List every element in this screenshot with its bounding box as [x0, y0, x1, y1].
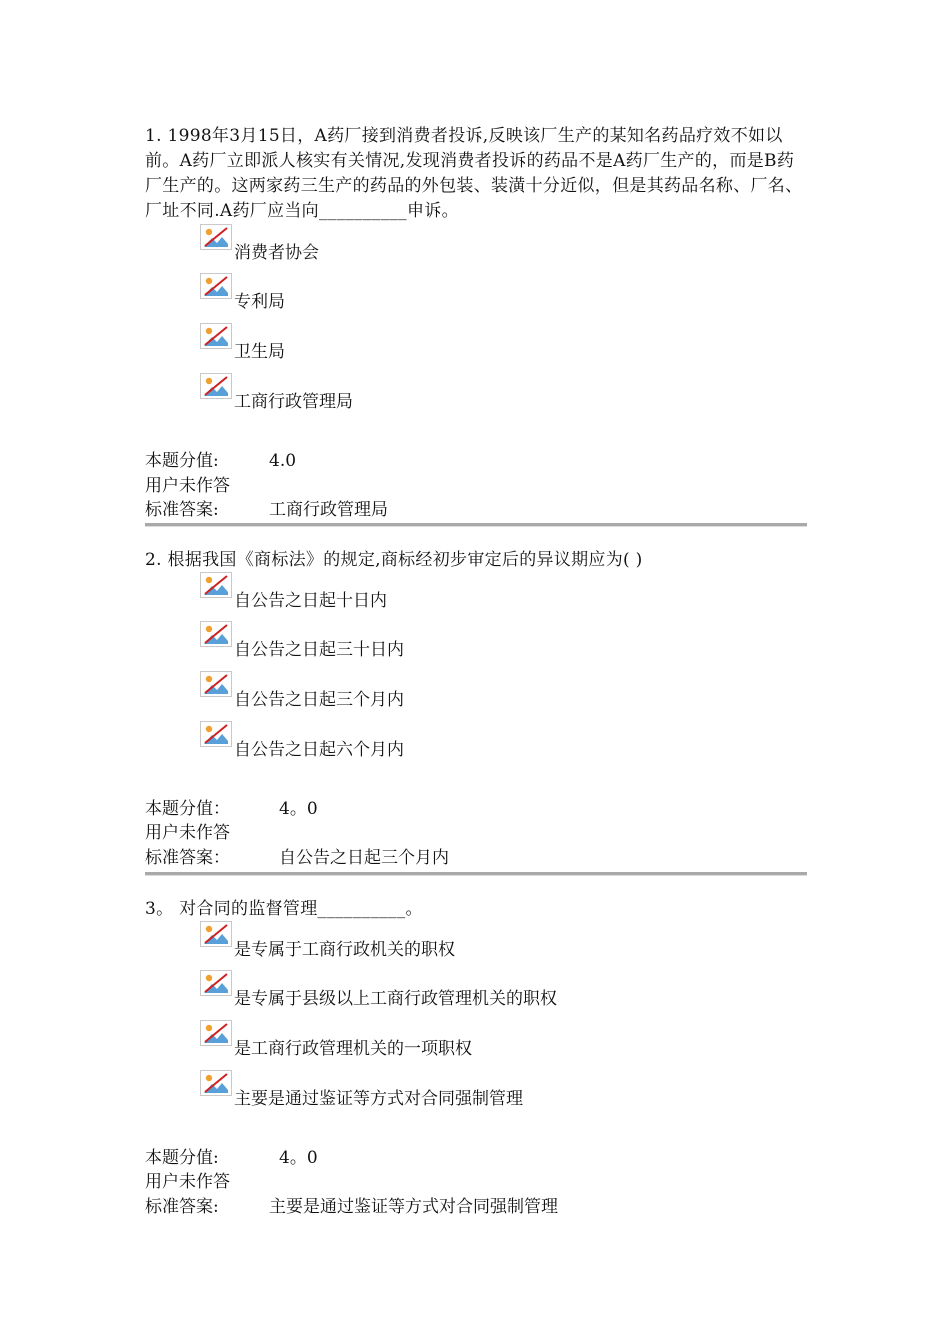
answer-value: 主要是通过鉴证等方式对合同强制管理 [269, 1197, 558, 1217]
score-value: 4。0 [279, 1148, 318, 1168]
broken-image-icon [200, 373, 232, 399]
broken-image-icon [200, 224, 232, 250]
score-value: 4.0 [269, 451, 297, 471]
question-3-user-status: 用户未作答 [145, 1172, 230, 1192]
question-divider [145, 872, 807, 876]
option-label: 是专属于县级以上工商行政管理机关的职权 [234, 989, 557, 1009]
broken-image-icon [200, 721, 232, 747]
broken-image-icon [200, 323, 232, 349]
question-3-score-row [145, 1146, 318, 1170]
question-2-score-row [145, 797, 318, 821]
question-3-stem: 3。 对合同的监督管理__________。 [145, 899, 423, 919]
score-label: 本题分值: [145, 451, 219, 471]
broken-image-icon [200, 1070, 232, 1096]
answer-label: 标准答案: [145, 1197, 219, 1217]
question-1-answer-row [145, 498, 388, 522]
option-label: 自公告之日起六个月内 [234, 740, 404, 760]
answer-label: 标准答案： [145, 848, 230, 868]
broken-image-icon [200, 970, 232, 996]
broken-image-icon [200, 921, 232, 947]
option-label: 工商行政管理局 [234, 392, 353, 412]
broken-image-icon [200, 572, 232, 598]
question-divider [145, 523, 807, 527]
question-2-answer-row [145, 846, 449, 870]
option-label: 自公告之日起三十日内 [234, 640, 404, 660]
question-1-score-row [145, 449, 297, 473]
option-label: 专利局 [234, 292, 285, 312]
broken-image-icon [200, 671, 232, 697]
option-label: 主要是通过鉴证等方式对合同强制管理 [234, 1089, 523, 1109]
score-label: 本题分值： [145, 799, 230, 819]
answer-value: 工商行政管理局 [269, 500, 388, 520]
option-label: 自公告之日起十日内 [234, 591, 387, 611]
question-1-user-status: 用户未作答 [145, 476, 230, 496]
question-1-stem: 1. 1998年3月15日，A药厂接到消费者投诉,反映该厂生产的某知名药品疗效不如以前。A药厂立即派人核实有关情况,发现消费者投诉的药品不是A药厂生产的，而是B药厂生产的。这两家药三生产的药品的外包装、装潢十分近似，但是其药品名称、厂名、厂址不同.A药厂应当向__________申诉。 [145, 126, 803, 221]
answer-value: 自公告之日起三个月内 [279, 848, 449, 868]
score-label: 本题分值: [145, 1148, 219, 1168]
option-label: 是工商行政管理机关的一项职权 [234, 1039, 472, 1059]
option-label: 消费者协会 [234, 243, 319, 263]
broken-image-icon [200, 273, 232, 299]
question-2-stem: 2. 根据我国《商标法》的规定,商标经初步审定后的异议期应为( ) [145, 550, 643, 570]
answer-label: 标准答案: [145, 500, 219, 520]
question-2-user-status: 用户未作答 [145, 823, 230, 843]
option-label: 卫生局 [234, 342, 285, 362]
score-value: 4。0 [279, 799, 318, 819]
option-label: 是专属于工商行政机关的职权 [234, 940, 455, 960]
broken-image-icon [200, 621, 232, 647]
option-label: 自公告之日起三个月内 [234, 690, 404, 710]
broken-image-icon [200, 1020, 232, 1046]
question-3-answer-row [145, 1195, 558, 1219]
